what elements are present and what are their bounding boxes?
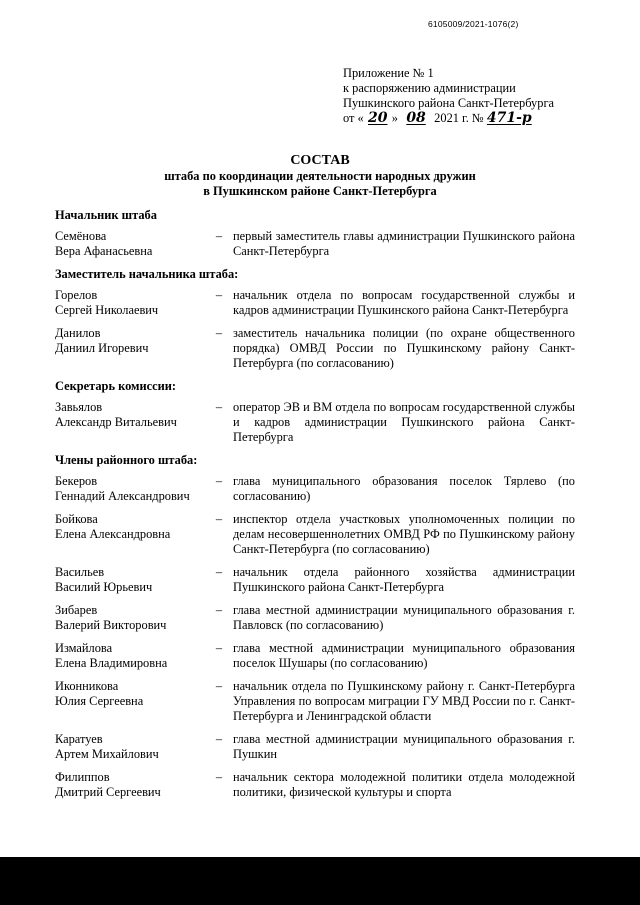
member-entry (55, 565, 575, 595)
member-surname: Семёнова (55, 229, 107, 243)
appendix-line-1: Приложение № 1 (343, 66, 434, 80)
member-given-name: Даниил Игоревич (55, 341, 149, 355)
member-given-name: Василий Юрьевич (55, 580, 153, 594)
dash-separator: – (215, 603, 223, 617)
member-name (55, 326, 205, 371)
handwritten-day: 20 (368, 110, 388, 126)
member-name (55, 512, 205, 557)
member-position: глава местной администрации муниципального образования г. Павловск (по согласованию) (233, 603, 575, 632)
dash-separator: – (215, 288, 223, 302)
member-position: начальник отдела по вопросам государственной службы и кадров администрации Пушкинского района Санкт-Петербурга (233, 288, 575, 317)
date-prefix: от « (343, 111, 364, 125)
dash-separator: – (215, 512, 223, 526)
member-given-name: Артем Михайлович (55, 747, 159, 761)
appendix-line-2: к распоряжению администрации (343, 81, 516, 95)
member-name (55, 603, 205, 633)
member-name (55, 770, 205, 800)
member-position: глава местной администрации муниципального образования поселок Шушары (по согласованию) (233, 641, 575, 670)
member-surname: Горелов (55, 288, 98, 302)
title-line-3: в Пушкинском районе Санкт-Петербурга (203, 184, 437, 198)
scan-border (0, 857, 640, 905)
section-heading: Заместитель начальника штаба: (55, 267, 239, 281)
member-entry (55, 288, 575, 318)
member-name (55, 679, 205, 724)
dash-separator: – (215, 229, 223, 243)
document-title (0, 152, 640, 199)
dash-separator: – (215, 565, 223, 579)
member-entry (55, 326, 575, 371)
member-entry (55, 512, 575, 557)
document-id: 6105009/2021-1076(2) (428, 19, 519, 29)
member-name (55, 565, 205, 595)
member-entry (55, 770, 575, 800)
dash-separator: – (215, 770, 223, 784)
section-heading: Начальник штаба (55, 208, 157, 222)
member-surname: Бойкова (55, 512, 98, 526)
member-given-name: Валерий Викторович (55, 618, 167, 632)
dash-separator: – (215, 732, 223, 746)
dash-separator: – (215, 679, 223, 693)
member-position: глава муниципального образования поселок Тярлево (по согласованию) (233, 474, 575, 503)
member-given-name: Сергей Николаевич (55, 303, 159, 317)
member-entry (55, 641, 575, 671)
member-given-name: Геннадий Александрович (55, 489, 190, 503)
date-mid: » (391, 111, 398, 125)
member-surname: Иконникова (55, 679, 119, 693)
member-position: оператор ЭВ и ВМ отдела по вопросам государственной службы и кадров администрации Пушкинского района Санкт-Петербурга (233, 400, 575, 444)
dash-separator: – (215, 474, 223, 488)
appendix-date-line (343, 111, 603, 126)
member-given-name: Александр Витальевич (55, 415, 177, 429)
member-name (55, 288, 205, 318)
member-surname: Васильев (55, 565, 105, 579)
member-entry (55, 400, 575, 445)
member-surname: Измайлова (55, 641, 113, 655)
member-position: инспектор отдела участковых уполномоченных полиции по делам несовершеннолетних ОМВД РФ по Пушкинскому району Санкт-Петербурга (по согласованию) (233, 512, 575, 556)
title-line-2: штаба по координации деятельности народных дружин (164, 169, 476, 183)
member-position: начальник отдела по Пушкинскому району г. Санкт-Петербурга Управления по вопросам миграции ГУ МВД России по г. Санкт-Петербурга и Ленинградской области (233, 679, 575, 723)
member-surname: Зибарев (55, 603, 98, 617)
member-entry (55, 679, 575, 724)
member-position: глава местной администрации муниципального образования г. Пушкин (233, 732, 575, 761)
member-position: заместитель начальника полиции (по охране общественного порядка) ОМВД России по Пушкинскому району Санкт-Петербурга (по согласованию) (233, 326, 575, 370)
member-position: начальник сектора молодежной политики отдела молодежной политики, физической культуры и спорта (233, 770, 575, 799)
appendix-block (343, 66, 603, 126)
member-name (55, 732, 205, 762)
title-line-1: СОСТАВ (290, 153, 350, 168)
member-given-name: Дмитрий Сергеевич (55, 785, 161, 799)
member-entry (55, 603, 575, 633)
section-heading: Секретарь комиссии: (55, 379, 177, 393)
member-given-name: Вера Афанасьевна (55, 244, 153, 258)
handwritten-number: 471-р (486, 110, 532, 126)
member-entry (55, 732, 575, 762)
member-name (55, 474, 205, 504)
member-entry (55, 474, 575, 504)
section-heading: Члены районного штаба: (55, 453, 198, 467)
appendix-line-3: Пушкинского района Санкт-Петербурга (343, 96, 555, 110)
member-position: начальник отдела районного хозяйства администрации Пушкинского района Санкт-Петербурга (233, 565, 575, 594)
member-surname: Данилов (55, 326, 101, 340)
member-name (55, 229, 205, 259)
member-surname: Каратуев (55, 732, 103, 746)
member-entry (55, 229, 575, 259)
member-surname: Филиппов (55, 770, 110, 784)
member-name (55, 400, 205, 445)
handwritten-month: 08 (406, 110, 426, 126)
member-name (55, 641, 205, 671)
members-list (55, 208, 575, 808)
year-text: 2021 г. № (434, 111, 484, 125)
dash-separator: – (215, 400, 223, 414)
member-surname: Бекеров (55, 474, 98, 488)
member-position: первый заместитель главы администрации Пушкинского района Санкт-Петербурга (233, 229, 575, 258)
dash-separator: – (215, 326, 223, 340)
member-surname: Завьялов (55, 400, 103, 414)
member-given-name: Елена Александровна (55, 527, 171, 541)
member-given-name: Елена Владимировна (55, 656, 168, 670)
member-given-name: Юлия Сергеевна (55, 694, 144, 708)
dash-separator: – (215, 641, 223, 655)
